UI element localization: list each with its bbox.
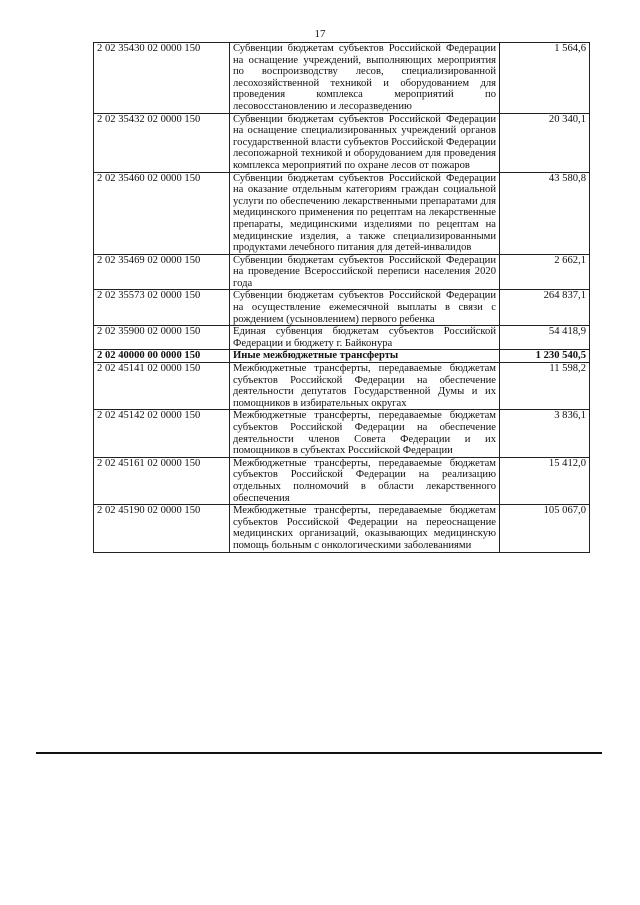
budget-name-cell: Межбюджетные трансферты, передаваемые бюджетам субъектов Российской Федерации на обеспечение деятельности членов Совета Федерации и их помощников в субъектах Российской Федерации — [230, 410, 500, 457]
budget-code-cell: 2 02 35573 02 0000 150 — [94, 290, 230, 326]
budget-name-cell: Единая субвенция бюджетам субъектов Российской Федерации и бюджету г. Байконура — [230, 326, 500, 350]
table-row — [94, 172, 590, 254]
budget-amount-cell: 1 230 540,5 — [500, 350, 590, 363]
budget-code-cell: 2 02 35430 02 0000 150 — [94, 43, 230, 114]
budget-code-cell: 2 02 35460 02 0000 150 — [94, 172, 230, 254]
table-row — [94, 113, 590, 172]
budget-name-cell: Иные межбюджетные трансферты — [230, 350, 500, 363]
table-row — [94, 326, 590, 350]
budget-amount-cell: 3 836,1 — [500, 410, 590, 457]
budget-code-cell: 2 02 40000 00 0000 150 — [94, 350, 230, 363]
budget-name-cell: Межбюджетные трансферты, передаваемые бюджетам субъектов Российской Федерации на переоснащение медицинских организаций, оказывающих медицинскую помощь больным с онкологическими заболеваниями — [230, 505, 500, 552]
budget-amount-cell: 15 412,0 — [500, 457, 590, 504]
budget-code-cell: 2 02 45142 02 0000 150 — [94, 410, 230, 457]
budget-name-cell: Субвенции бюджетам субъектов Российской Федерации на проведение Всероссийской переписи населения 2020 года — [230, 254, 500, 290]
budget-amount-cell: 20 340,1 — [500, 113, 590, 172]
budget-name-cell: Субвенции бюджетам субъектов Российской Федерации на оснащение специализированных учреждений органов государственной власти субъектов Российской Федерации лесопожарной техникой и оборудованием для проведения комплекса мероприятий по охране лесов от пожаров — [230, 113, 500, 172]
budget-amount-cell: 264 837,1 — [500, 290, 590, 326]
budget-code-cell: 2 02 45141 02 0000 150 — [94, 363, 230, 410]
budget-name-cell: Субвенции бюджетам субъектов Российской Федерации на оказание отдельным категориям граждан социальной услуги по обеспечению лекарственными препаратами для медицинского применения по рецептам на лекарственные препараты, медицинскими изделиями по рецептам на медицинские изделия, а также специализированными продуктами лечебного питания для детей-инвалидов — [230, 172, 500, 254]
budget-code-cell: 2 02 35900 02 0000 150 — [94, 326, 230, 350]
table-row — [94, 363, 590, 410]
budget-table-body — [94, 43, 590, 553]
table-row-section-total — [94, 350, 590, 363]
table-row — [94, 410, 590, 457]
budget-code-cell: 2 02 45161 02 0000 150 — [94, 457, 230, 504]
budget-amount-cell: 1 564,6 — [500, 43, 590, 114]
table-row — [94, 43, 590, 114]
budget-amount-cell: 54 418,9 — [500, 326, 590, 350]
budget-amount-cell: 11 598,2 — [500, 363, 590, 410]
budget-code-cell: 2 02 35432 02 0000 150 — [94, 113, 230, 172]
budget-amount-cell: 2 662,1 — [500, 254, 590, 290]
budget-amount-cell: 105 067,0 — [500, 505, 590, 552]
budget-name-cell: Субвенции бюджетам субъектов Российской Федерации на осуществление ежемесячной выплаты в связи с рождением (усыновлением) первого ребенка — [230, 290, 500, 326]
table-row — [94, 457, 590, 504]
page-number: 17 — [314, 28, 326, 40]
budget-name-cell: Межбюджетные трансферты, передаваемые бюджетам субъектов Российской Федерации на реализацию отдельных полномочий в области лекарственного обеспечения — [230, 457, 500, 504]
budget-code-cell: 2 02 45190 02 0000 150 — [94, 505, 230, 552]
budget-code-cell: 2 02 35469 02 0000 150 — [94, 254, 230, 290]
table-row — [94, 505, 590, 552]
budget-amount-cell: 43 580,8 — [500, 172, 590, 254]
budget-table — [93, 42, 590, 553]
budget-name-cell: Межбюджетные трансферты, передаваемые бюджетам субъектов Российской Федерации на обеспечение деятельности депутатов Государственной Думы и их помощников в избирательных округах — [230, 363, 500, 410]
footer-divider — [36, 752, 602, 754]
budget-name-cell: Субвенции бюджетам субъектов Российской Федерации на оснащение учреждений, выполняющих мероприятия по воспроизводству лесов, специализированной лесохозяйственной техникой и оборудованием для проведения комплекса мероприятий по лесовосстановлению и лесоразведению — [230, 43, 500, 114]
table-row — [94, 290, 590, 326]
table-row — [94, 254, 590, 290]
